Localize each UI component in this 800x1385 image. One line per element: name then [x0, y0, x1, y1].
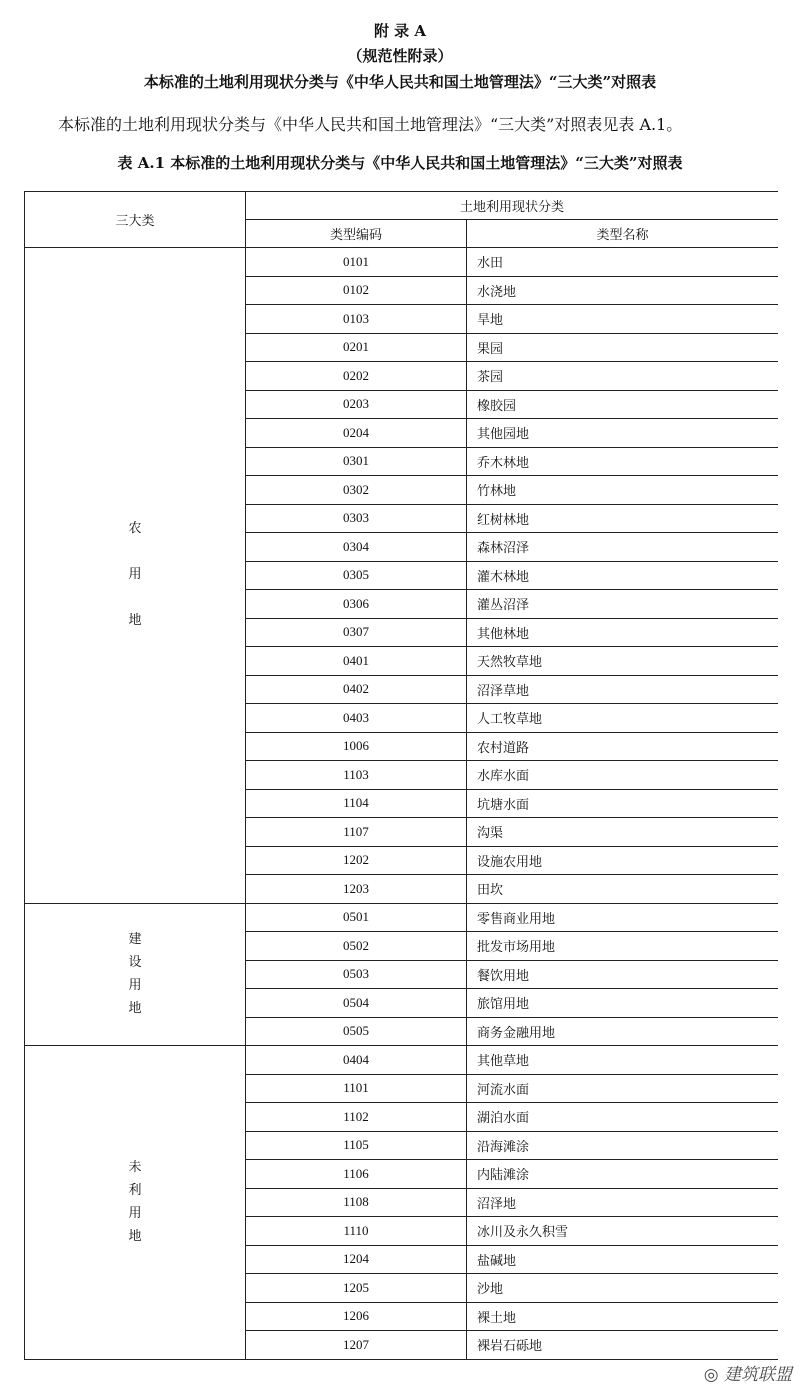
- type-name-cell: 湖泊水面: [467, 1103, 779, 1132]
- category-cell: [25, 1046, 246, 1360]
- type-code-cell: 1110: [246, 1217, 467, 1246]
- table-caption: 表 A.1 本标准的土地利用现状分类与《中华人民共和国土地管理法》“三大类”对照表: [117, 154, 683, 172]
- type-code-cell: 0204: [246, 419, 467, 448]
- type-code-cell: 1203: [246, 875, 467, 904]
- type-code-cell: 0301: [246, 447, 467, 476]
- type-name-cell: 水浇地: [467, 276, 779, 305]
- type-name-cell: 水库水面: [467, 761, 779, 790]
- table-row: [25, 248, 779, 277]
- land-classification-table: [24, 191, 778, 1360]
- type-name-cell: 旅馆用地: [467, 989, 779, 1018]
- type-name-cell: 乔木林地: [467, 447, 779, 476]
- type-code-cell: 1105: [246, 1131, 467, 1160]
- type-name-cell: 其他园地: [467, 419, 779, 448]
- type-name-cell: 裸土地: [467, 1302, 779, 1331]
- category-label: 未 利 用 地: [128, 1160, 142, 1245]
- type-code-cell: 0102: [246, 276, 467, 305]
- type-code-cell: 0103: [246, 305, 467, 334]
- type-name-cell: 沟渠: [467, 818, 779, 847]
- type-code-cell: 0404: [246, 1046, 467, 1075]
- table-body: [25, 248, 779, 1360]
- type-name-cell: 商务金融用地: [467, 1017, 779, 1046]
- type-code-cell: 0502: [246, 932, 467, 961]
- type-name-cell: 河流水面: [467, 1074, 779, 1103]
- type-code-cell: 1206: [246, 1302, 467, 1331]
- type-name-cell: 沙地: [467, 1274, 779, 1303]
- appendix-subtitle: （规范性附录）: [347, 47, 453, 65]
- type-code-cell: 1108: [246, 1188, 467, 1217]
- type-name-cell: 设施农用地: [467, 846, 779, 875]
- type-name-cell: 竹林地: [467, 476, 779, 505]
- type-code-cell: 1101: [246, 1074, 467, 1103]
- type-name-cell: 沿海滩涂: [467, 1131, 779, 1160]
- intro-paragraph: 本标准的土地利用现状分类与《中华人民共和国土地管理法》“三大类”对照表见表 A.1。: [58, 115, 683, 134]
- type-name-cell: 盐碱地: [467, 1245, 779, 1274]
- type-code-cell: 1106: [246, 1160, 467, 1189]
- type-name-cell: 沼泽地: [467, 1188, 779, 1217]
- watermark-logo: [704, 1360, 792, 1385]
- type-code-cell: 0305: [246, 561, 467, 590]
- type-name-cell: 其他林地: [467, 618, 779, 647]
- type-code-cell: 0202: [246, 362, 467, 391]
- type-name-cell: 餐饮用地: [467, 960, 779, 989]
- type-code-cell: 0201: [246, 333, 467, 362]
- header-current-classification: 土地利用现状分类: [246, 192, 779, 220]
- type-name-cell: 沼泽草地: [467, 675, 779, 704]
- type-code-cell: 1107: [246, 818, 467, 847]
- type-code-cell: 0401: [246, 647, 467, 676]
- type-code-cell: 1207: [246, 1331, 467, 1360]
- type-name-cell: 茶园: [467, 362, 779, 391]
- type-name-cell: 果园: [467, 333, 779, 362]
- type-code-cell: 0306: [246, 590, 467, 619]
- type-code-cell: 0503: [246, 960, 467, 989]
- category-cell: [25, 903, 246, 1046]
- watermark-text: 建筑联盟: [724, 1365, 792, 1385]
- type-code-cell: 0303: [246, 504, 467, 533]
- type-code-cell: 0504: [246, 989, 467, 1018]
- type-name-cell: 冰川及永久积雪: [467, 1217, 779, 1246]
- type-name-cell: 零售商业用地: [467, 903, 779, 932]
- table-row: [25, 1046, 779, 1075]
- type-name-cell: 森林沼泽: [467, 533, 779, 562]
- type-name-cell: 红树林地: [467, 504, 779, 533]
- type-code-cell: 0101: [246, 248, 467, 277]
- header-three-categories: 三大类: [25, 192, 246, 248]
- type-code-cell: 1204: [246, 1245, 467, 1274]
- type-code-cell: 1006: [246, 732, 467, 761]
- type-name-cell: 灌木林地: [467, 561, 779, 590]
- appendix-title: 附 录 A: [373, 22, 427, 40]
- type-name-cell: 人工牧草地: [467, 704, 779, 733]
- type-name-cell: 其他草地: [467, 1046, 779, 1075]
- type-name-cell: 坑塘水面: [467, 789, 779, 818]
- type-name-cell: 天然牧草地: [467, 647, 779, 676]
- type-name-cell: 田坎: [467, 875, 779, 904]
- type-name-cell: 灌丛沼泽: [467, 590, 779, 619]
- type-code-cell: 1103: [246, 761, 467, 790]
- category-label: 建 设 用 地: [128, 932, 142, 1017]
- type-code-cell: 0307: [246, 618, 467, 647]
- category-cell: [25, 248, 246, 904]
- type-code-cell: 1202: [246, 846, 467, 875]
- category-label: 农 用 地: [128, 521, 142, 629]
- header-type-code: 类型编码: [246, 220, 467, 248]
- type-name-cell: 农村道路: [467, 732, 779, 761]
- type-name-cell: 裸岩石砾地: [467, 1331, 779, 1360]
- wechat-icon: ◎: [703, 1365, 719, 1385]
- header-type-name: 类型名称: [467, 220, 779, 248]
- appendix-heading: 本标准的土地利用现状分类与《中华人民共和国土地管理法》“三大类”对照表: [143, 73, 657, 91]
- type-name-cell: 内陆滩涂: [467, 1160, 779, 1189]
- table-row: [25, 903, 779, 932]
- type-name-cell: 水田: [467, 248, 779, 277]
- type-name-cell: 批发市场用地: [467, 932, 779, 961]
- type-code-cell: 0402: [246, 675, 467, 704]
- type-code-cell: 0304: [246, 533, 467, 562]
- table-container: [24, 191, 778, 1385]
- type-code-cell: 0501: [246, 903, 467, 932]
- type-code-cell: 0203: [246, 390, 467, 419]
- type-code-cell: 1104: [246, 789, 467, 818]
- type-code-cell: 0302: [246, 476, 467, 505]
- type-code-cell: 1102: [246, 1103, 467, 1132]
- type-name-cell: 橡胶园: [467, 390, 779, 419]
- type-code-cell: 0403: [246, 704, 467, 733]
- type-code-cell: 1205: [246, 1274, 467, 1303]
- type-code-cell: 0505: [246, 1017, 467, 1046]
- type-name-cell: 旱地: [467, 305, 779, 334]
